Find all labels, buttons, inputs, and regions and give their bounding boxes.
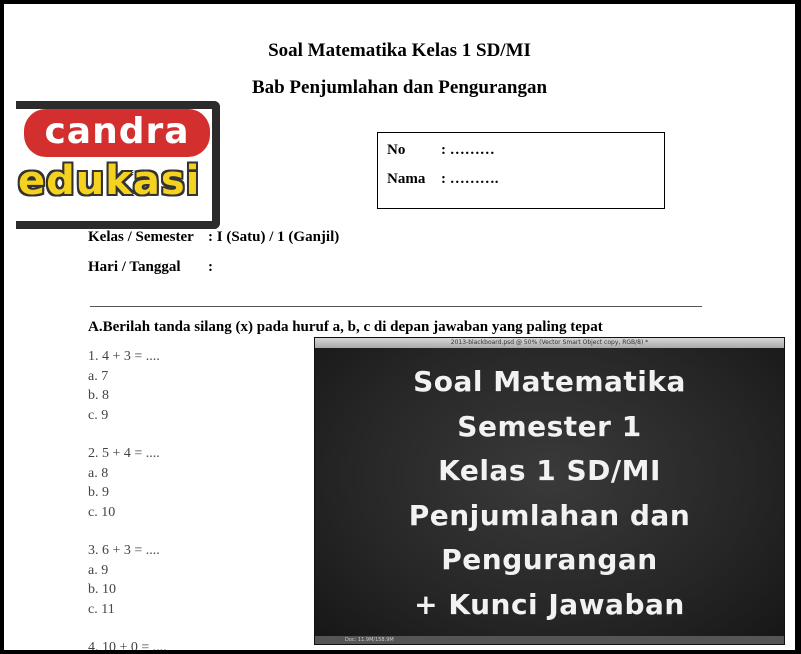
section-a-instruction: A.Berilah tanda silang (x) pada huruf a, b, c di depan jawaban yang paling tepat [88, 319, 603, 335]
board-line: Soal Matematika [413, 365, 686, 398]
option-b: b. 10 [88, 582, 116, 597]
nama-label: Nama [387, 171, 426, 187]
no-label: No [387, 142, 406, 158]
logo-text-candra: candra [24, 109, 210, 157]
option-b: b. 9 [88, 485, 109, 500]
option-a: a. 7 [88, 368, 109, 384]
worksheet-page [4, 4, 795, 650]
hari-label: Hari / Tanggal [88, 259, 181, 275]
student-id-box [377, 132, 665, 209]
option-a: a. 8 [88, 465, 109, 481]
question-list [88, 347, 167, 650]
question-text: 1. 4 + 3 = .... [88, 349, 160, 364]
option-b: b. 8 [88, 388, 109, 403]
board-line: Kelas 1 SD/MI [438, 454, 661, 487]
question-item [88, 638, 167, 650]
question-item [88, 444, 167, 522]
question-item [88, 541, 167, 619]
no-value: : ……… [441, 142, 495, 158]
board-line: Semester 1 [457, 409, 642, 443]
question-item [88, 347, 167, 425]
question-text: 4. 10 + 0 = .... [88, 640, 167, 650]
question-text: 3. 6 + 3 = .... [88, 543, 160, 558]
board-line: Pengurangan [441, 543, 658, 576]
question-text: 2. 5 + 4 = .... [88, 446, 160, 461]
meta-kelas-semester [88, 229, 339, 246]
blackboard-banner [314, 337, 785, 645]
board-text [315, 360, 784, 627]
page-title: Soal Matematika Kelas 1 SD/MI [268, 40, 531, 61]
board-statusbar: Doc: 11.9M/158.9M [315, 636, 784, 644]
meta-hari-tanggal [88, 259, 213, 276]
id-row-nama [387, 171, 499, 188]
kelas-label: Kelas / Semester [88, 229, 194, 245]
page-subtitle: Bab Penjumlahan dan Pengurangan [251, 77, 548, 98]
nama-value: : ………. [441, 171, 499, 187]
option-c: c. 10 [88, 504, 116, 520]
option-c: c. 11 [88, 601, 115, 617]
board-window-titlebar: 2013-blackboard.psd @ 50% (Vector Smart Object copy, RGB/8) * [315, 338, 784, 348]
candra-edukasi-logo [16, 101, 226, 221]
kelas-value: : I (Satu) / 1 (Ganjil) [208, 229, 340, 245]
hari-value: : [208, 259, 213, 275]
logo-text-edukasi: edukasi [18, 158, 201, 204]
option-a: a. 9 [88, 562, 109, 578]
option-c: c. 9 [88, 407, 109, 423]
id-row-no [387, 142, 495, 159]
board-line: + Kunci Jawaban [414, 587, 685, 621]
divider-line [90, 306, 702, 307]
board-line: Penjumlahan dan [408, 498, 691, 532]
